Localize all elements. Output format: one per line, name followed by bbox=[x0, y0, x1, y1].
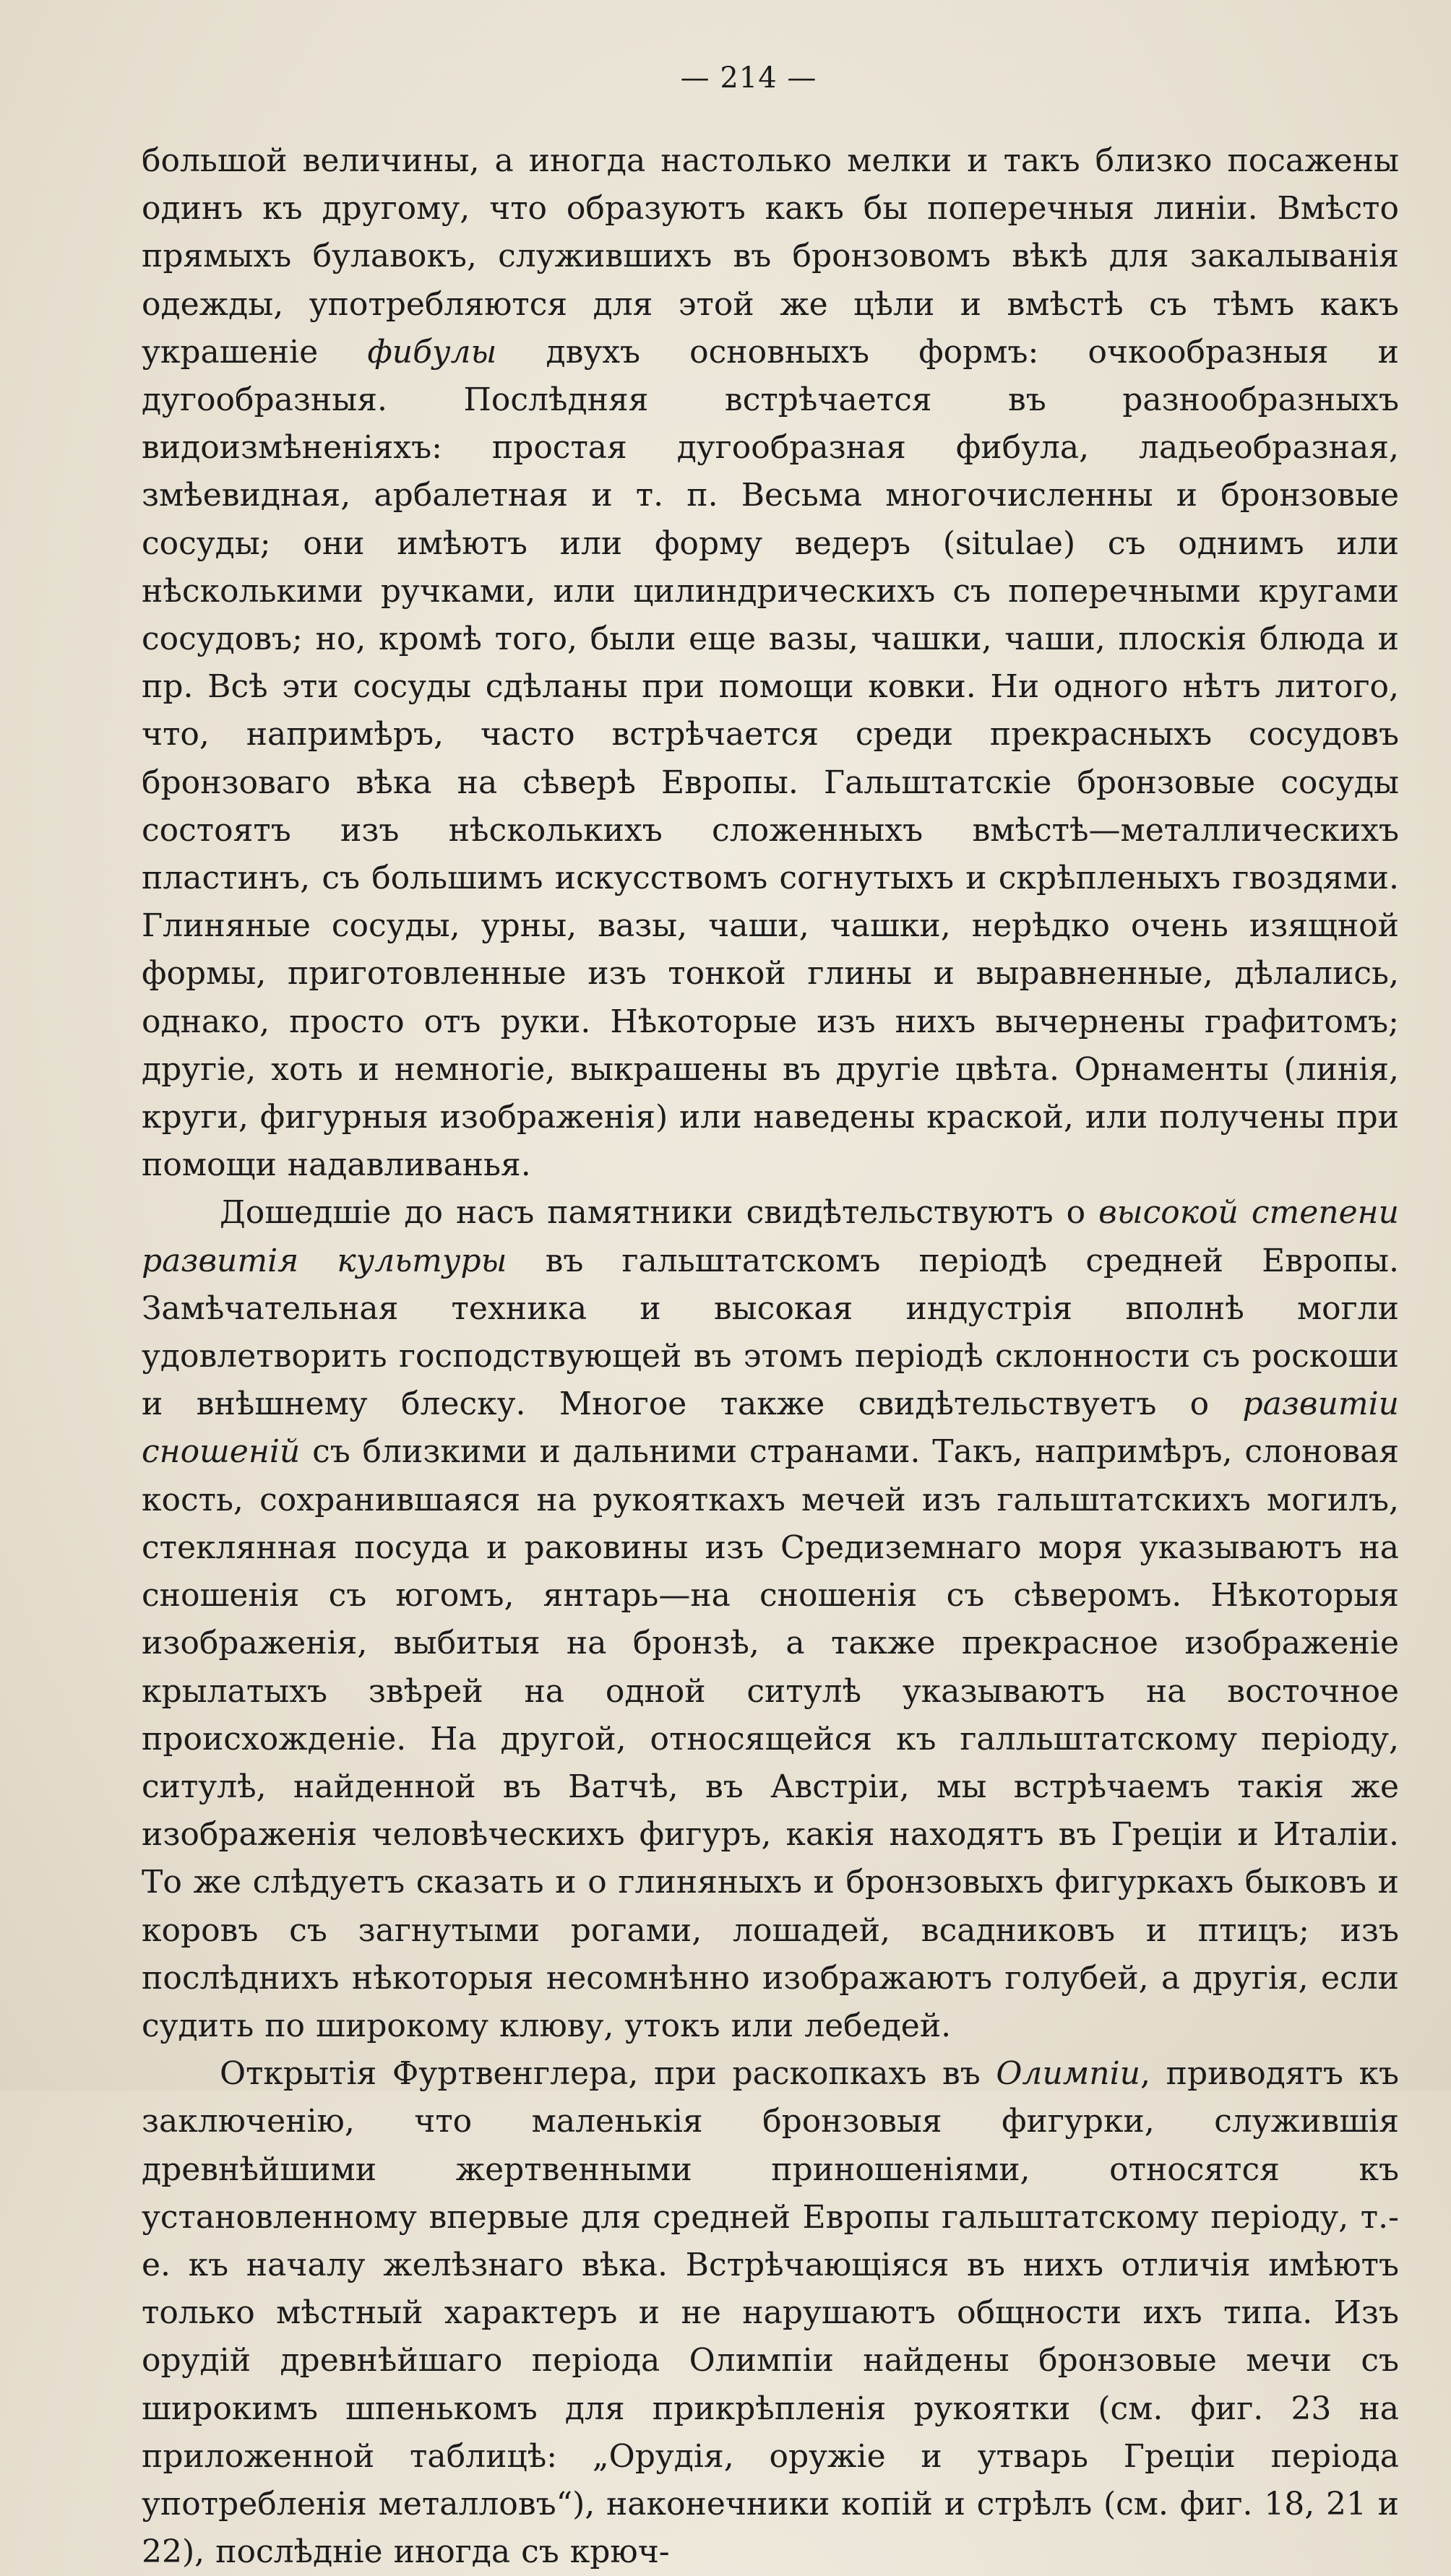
italic-term: фибулы bbox=[367, 333, 497, 371]
text-run: большой величины, а иногда настолько мелки и такъ близко посажены одинъ къ другому, что образуютъ какъ бы поперечныя линіи. Вмѣсто прямыхъ булавокъ, служившихъ въ бронзовомъ вѣкѣ для закалыванія одежды, употребляются для этой же цѣли и вмѣстѣ съ тѣмъ какъ украшеніе bbox=[142, 142, 1399, 371]
italic-term: высокой степени развитія культуры bbox=[142, 1194, 1399, 1279]
text-run: Дошедшіе до насъ памятники свидѣтельствуютъ о bbox=[220, 1194, 1099, 1232]
page-number: — 214 — bbox=[680, 61, 817, 95]
text-run: Открытія Фуртвенглера, при раскопкахъ въ bbox=[220, 2055, 996, 2093]
italic-term: развитіи сношеній bbox=[142, 1386, 1399, 1471]
text-run: , приводятъ къ заключенію, что маленькія бронзовыя фигурки, служившія древнѣйшими жертвенными приношеніями, относятся къ установленному впервые для средней Европы гальштатскому періоду, т.-е. къ началу желѣзнаго вѣка. Встрѣчающіяся въ нихъ отличія имѣютъ только мѣстный характеръ и не нарушаютъ общности ихъ типа. Изъ орудій древнѣйшаго періода Олимпіи найдены бронзовые мечи съ широкимъ шпенькомъ для прикрѣпленія рукоятки (см. фиг. 23 на приложенной таблицѣ: „Орудія, оружіе и утварь Греціи періода употребленія металловъ“), наконечники копій и стрѣлъ (см. фиг. 18, 21 и 22), послѣдніе иногда съ крюч- bbox=[142, 2055, 1400, 2571]
paragraph-2 bbox=[142, 1189, 1399, 2050]
paragraph-1 bbox=[142, 137, 1399, 1189]
text-run: въ гальштатскомъ періодѣ средней Европы. Замѣчательная техника и высокая индустрія вполнѣ могли удовлетворить господствующей въ этомъ періодѣ склонности съ роскоши и внѣшнему блеску. Многое также свидѣтельствуетъ о bbox=[142, 1242, 1399, 1423]
text-run: двухъ основныхъ формъ: очкообразныя и дугообразныя. Послѣдняя встрѣчается въ разнообразныхъ видоизмѣненіяхъ: простая дугообразная фибула, ладьеобразная, змѣевидная, арбалетная и т. п. Весьма многочисленны и бронзовые сосуды; они имѣютъ или форму ведеръ (situlae) съ однимъ или нѣсколькими ручками, или цилиндрическихъ съ поперечными кругами сосудовъ; но, кромѣ того, были еще вазы, чашки, чаши, плоскія блюда и пр. Всѣ эти сосуды сдѣланы при помощи ковки. Ни одного нѣтъ литого, что, напримѣръ, часто встрѣчается среди прекрасныхъ сосудовъ бронзоваго вѣка на сѣверѣ Европы. Гальштатскіе бронзовые сосуды состоятъ изъ нѣсколькихъ сложенныхъ вмѣстѣ—металлическихъ пластинъ, съ большимъ искусствомъ согнутыхъ и скрѣпленыхъ гвоздями. Глиняные сосуды, урны, вазы, чаши, чашки, нерѣдко очень изящной формы, приготовленные изъ тонкой глины и выравненные, дѣлались, однако, просто отъ руки. Нѣкоторые изъ нихъ вычернены графитомъ; другіе, хоть и немногіе, выкрашены въ другіе цвѣта. Орнаменты (линія, круги, фигурныя изображенія) или наведены краской, или получены при помощи надавливанья. bbox=[142, 333, 1399, 1184]
text-run: съ близкими и дальними странами. Такъ, напримѣръ, слоновая кость, сохранившаяся на рукояткахъ мечей изъ гальштатскихъ могилъ, стеклянная посуда и раковины изъ Средиземнаго моря указываютъ на сношенія съ югомъ, янтарь—на сношенія съ сѣверомъ. Нѣкоторыя изображенія, выбитыя на бронзѣ, а также прекрасное изображеніе крылатыхъ звѣрей на одной ситулѣ указываютъ на восточное происхожденіе. На другой, относящейся къ галльштатскому періоду, ситулѣ, найденной въ Ватчѣ, въ Австріи, мы встрѣчаемъ такія же изображенія человѣческихъ фигуръ, какія находятъ въ Греціи и Италіи. То же слѣдуетъ сказать и о глиняныхъ и бронзовыхъ фигуркахъ быковъ и коровъ съ загнутыми рогами, лошадей, всадниковъ и птицъ; изъ послѣднихъ нѣкоторыя несомнѣнно изображаютъ голубей, а другія, если судить по широкому клюву, утокъ или лебедей. bbox=[142, 1433, 1399, 2044]
italic-term: Олимпіи bbox=[996, 2055, 1141, 2093]
paragraph-3 bbox=[142, 2050, 1399, 2576]
